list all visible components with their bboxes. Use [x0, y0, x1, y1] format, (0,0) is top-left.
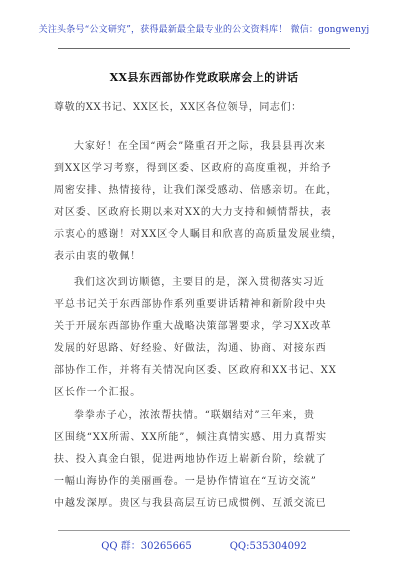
- paragraph-line: 区长作一个汇报。: [54, 387, 142, 398]
- paragraph-line: 周密安排、热情接待，让我们深受感动、倍感亲切。在此，: [54, 185, 338, 196]
- paragraph-line: 扶、投入真金白银，促进两地协作迈上崭新台阶，绘就了: [54, 454, 327, 465]
- qq-group-label: QQ 群：30265665: [101, 541, 192, 552]
- document-title: XX县东西部协作党政联席会上的讲话: [109, 71, 299, 84]
- header-promo-note: 关注头条号“公文研究”，获得最新最全最专业的公文资料库！ 微信：gongwenyj: [38, 25, 370, 35]
- paragraph-line: 区围绕“XX所需、XX所能”，倾注真情实感、用力真帮实: [54, 432, 328, 443]
- footer-divider: [58, 530, 350, 531]
- paragraph-line: 对区委、区政府长期以来对XX的大力支持和倾情帮扶，表: [54, 207, 332, 218]
- paragraph-line: 关于开展东西部协作重大战略决策部署要求，学习XX改革: [54, 321, 332, 332]
- paragraph-2: [54, 272, 350, 404]
- paragraph-line: 示衷心的感谢！对XX区令人瞩目和欣喜的高质量发展业绩，: [54, 229, 343, 240]
- header-divider: [58, 48, 350, 49]
- paragraph-line: 平总书记关于东西部协作系列重要讲话精神和新阶段中央: [54, 299, 327, 310]
- paragraph-1: [54, 136, 350, 268]
- paragraph-line: 一幅山海协作的美丽画卷。一是协作情谊在“互访交流”: [54, 476, 317, 487]
- paragraph-line: 到XX区学习考察，得到区委、区政府的高度重视，并给予: [54, 163, 332, 174]
- paragraph-line: 大家好！在全国“两会”隆重召开之际，我县县再次来: [74, 141, 326, 152]
- paragraph-line: 拳拳赤子心，浓浓帮扶情。“联姻结对”三年来，贵: [74, 410, 315, 421]
- paragraph-line: 中越发深厚。贵区与我县高层互访已成惯例、互派交流已: [54, 498, 327, 509]
- qq-contact-label: QQ:535304092: [229, 541, 307, 552]
- salutation: 尊敬的XX书记、XX区长，XX区各位领导，同志们：: [54, 102, 302, 113]
- paragraph-line: 发展的好思路、好经验、好做法，沟通、协商、对接东西: [54, 343, 327, 354]
- paragraph-3: [54, 405, 350, 515]
- footer-contact: [0, 537, 408, 552]
- paragraph-line: 我们这次到访顺德，主要目的是，深入贯彻落实习近: [74, 277, 325, 288]
- paragraph-line: 部协作工作，并将有关情况向区委、区政府和XX书记、XX: [54, 365, 337, 376]
- paragraph-line: 表示由衷的敬佩！: [54, 251, 142, 262]
